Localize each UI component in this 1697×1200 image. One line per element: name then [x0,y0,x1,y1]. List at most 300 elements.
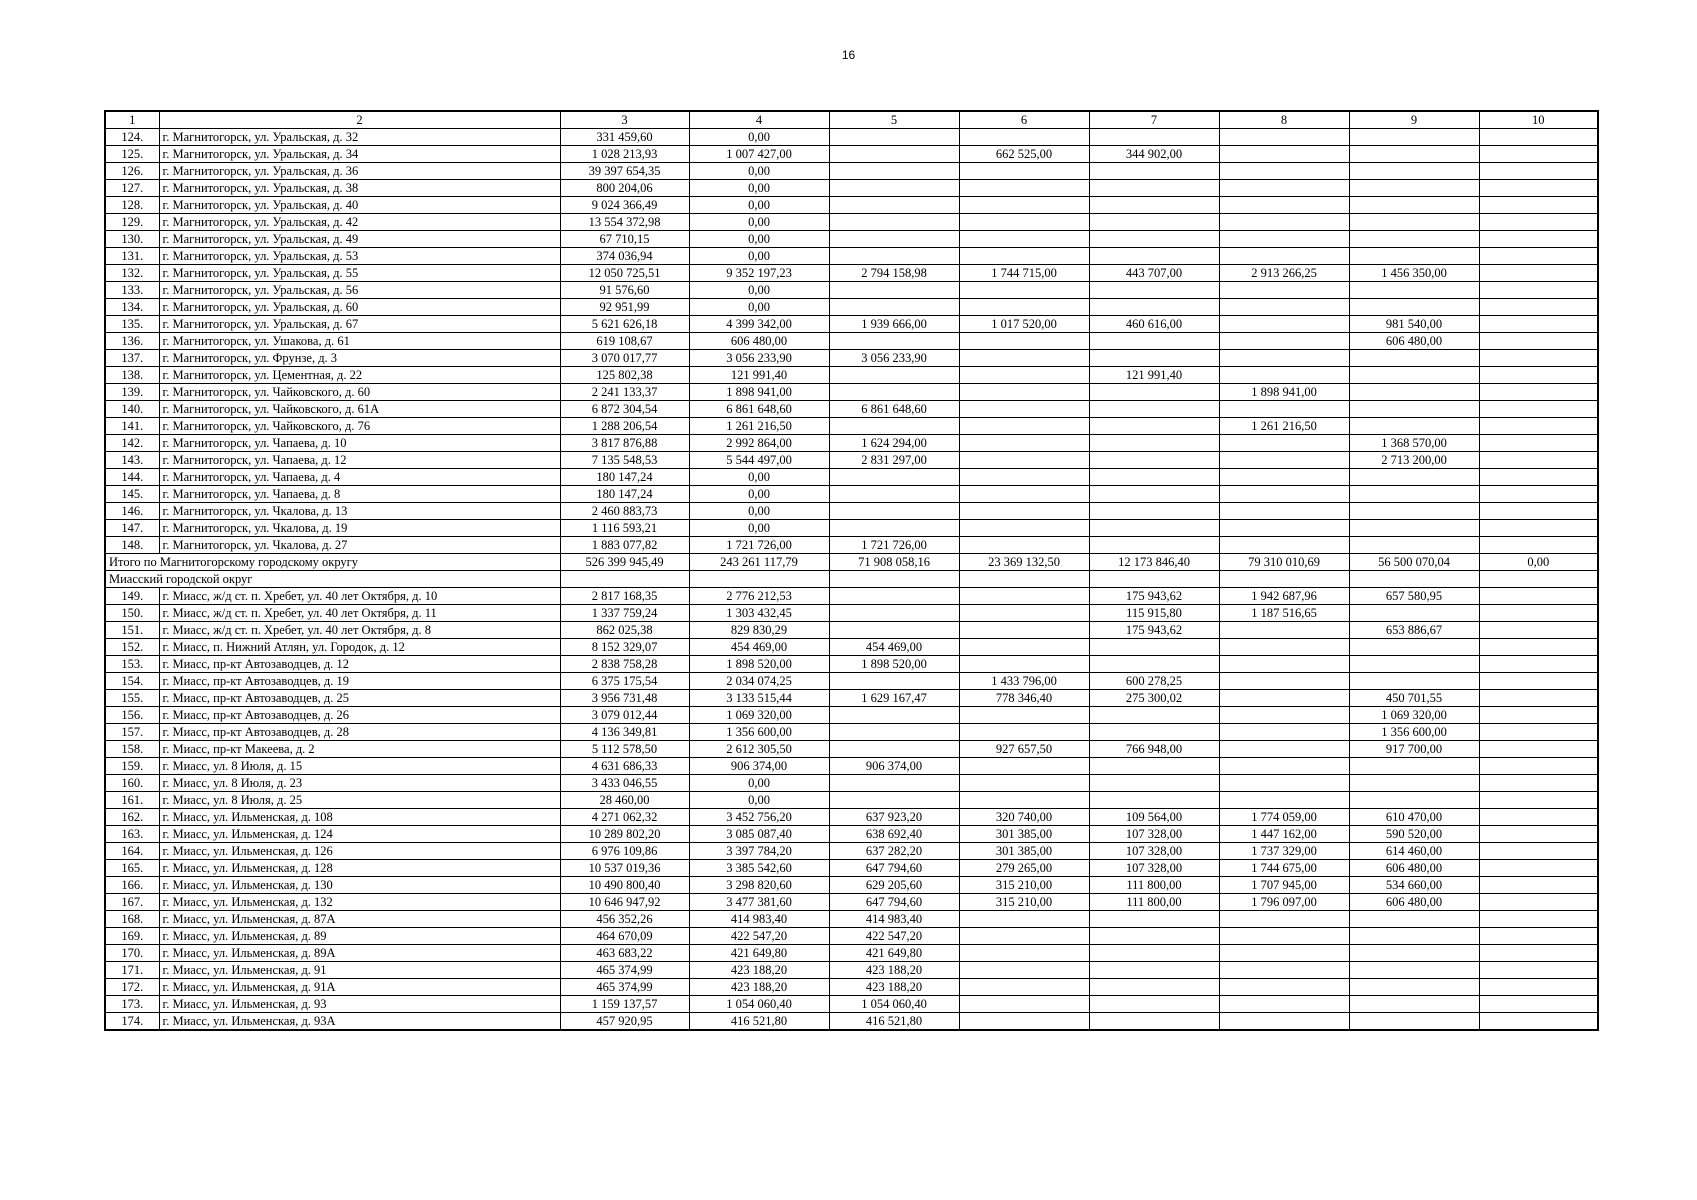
row-number-cell: 157. [105,724,159,741]
amount-cell: 0,00 [689,282,829,299]
table-row [105,503,1598,520]
amount-cell [959,333,1089,350]
amount-cell [829,724,959,741]
address-cell: г. Миасс, ул. Ильменская, д. 126 [159,843,560,860]
table-row [105,792,1598,809]
amount-cell [1349,469,1479,486]
amount-cell [1479,401,1598,418]
amount-cell [1349,928,1479,945]
amount-cell [1479,129,1598,146]
amount-cell [959,537,1089,554]
amount-cell: 6 976 109,86 [560,843,689,860]
amount-cell [1089,129,1219,146]
column-number-cell: 4 [689,111,829,129]
amount-cell [1349,282,1479,299]
amount-cell: 2 838 758,28 [560,656,689,673]
address-cell: г. Миасс, пр-кт Макеева, д. 2 [159,741,560,758]
column-number-cell: 10 [1479,111,1598,129]
amount-cell: 1 433 796,00 [959,673,1089,690]
row-number-cell: 172. [105,979,159,996]
amount-cell: 606 480,00 [1349,860,1479,877]
row-number-cell: 145. [105,486,159,503]
amount-cell [1479,163,1598,180]
amount-cell [1479,775,1598,792]
amount-cell: 67 710,15 [560,231,689,248]
amount-cell [1479,792,1598,809]
amount-cell: 1 456 350,00 [1349,265,1479,282]
amount-cell [959,384,1089,401]
amount-cell: 800 204,06 [560,180,689,197]
amount-cell: 454 469,00 [689,639,829,656]
amount-cell: 107 328,00 [1089,826,1219,843]
amount-cell [1219,622,1349,639]
amount-cell [829,197,959,214]
amount-cell: 450 701,55 [1349,690,1479,707]
amount-cell: 344 902,00 [1089,146,1219,163]
amount-cell [1219,996,1349,1013]
address-cell: г. Магнитогорск, ул. Уральская, д. 42 [159,214,560,231]
amount-cell: 3 298 820,60 [689,877,829,894]
amount-cell: 111 800,00 [1089,877,1219,894]
amount-cell: 10 646 947,92 [560,894,689,911]
amount-cell [1479,877,1598,894]
amount-cell: 457 920,95 [560,1013,689,1031]
amount-cell: 107 328,00 [1089,860,1219,877]
amount-cell: 1 303 432,45 [689,605,829,622]
amount-cell [1349,673,1479,690]
row-number-cell: 174. [105,1013,159,1031]
amount-cell [1219,299,1349,316]
amount-cell [1219,180,1349,197]
amount-cell [1479,231,1598,248]
table-row [105,418,1598,435]
amount-cell [1479,299,1598,316]
amount-cell: 1 261 216,50 [689,418,829,435]
amount-cell [1479,197,1598,214]
amount-cell: 3 079 012,44 [560,707,689,724]
amount-cell [1479,979,1598,996]
empty-cell [829,571,959,588]
amount-cell [1219,945,1349,962]
amount-cell: 2 913 266,25 [1219,265,1349,282]
amount-cell: 1 356 600,00 [1349,724,1479,741]
amount-cell [959,758,1089,775]
amount-cell [1349,299,1479,316]
amount-cell: 3 433 046,55 [560,775,689,792]
amount-cell [1349,418,1479,435]
amount-cell [1219,231,1349,248]
table-row [105,928,1598,945]
amount-cell [1089,486,1219,503]
row-number-cell: 159. [105,758,159,775]
column-number-cell: 2 [159,111,560,129]
amount-cell: 121 991,40 [1089,367,1219,384]
amount-cell [1089,163,1219,180]
row-number-cell: 144. [105,469,159,486]
amount-cell [1219,928,1349,945]
amount-cell: 10 490 800,40 [560,877,689,894]
amount-cell: 315 210,00 [959,877,1089,894]
amount-cell [829,622,959,639]
amount-cell [1349,945,1479,962]
amount-cell [1479,469,1598,486]
amount-cell [1479,605,1598,622]
amount-cell [1219,163,1349,180]
amount-cell [959,503,1089,520]
amount-cell: 301 385,00 [959,843,1089,860]
row-number-cell: 128. [105,197,159,214]
amount-cell: 423 188,20 [689,962,829,979]
amount-cell [1089,928,1219,945]
amount-cell: 423 188,20 [829,979,959,996]
amount-cell: 610 470,00 [1349,809,1479,826]
column-number-cell: 6 [959,111,1089,129]
amount-cell [1479,639,1598,656]
amount-cell: 456 352,26 [560,911,689,928]
amount-cell [1479,435,1598,452]
table-row [105,367,1598,384]
row-number-cell: 156. [105,707,159,724]
amount-cell [829,707,959,724]
empty-cell [560,571,689,588]
empty-cell [959,571,1089,588]
amount-cell: 2 992 864,00 [689,435,829,452]
table-row [105,129,1598,146]
table-row [105,996,1598,1013]
amount-cell: 125 802,38 [560,367,689,384]
row-number-cell: 140. [105,401,159,418]
amount-cell [1089,520,1219,537]
amount-cell: 619 108,67 [560,333,689,350]
amount-cell [959,724,1089,741]
amount-cell: 1 898 520,00 [829,656,959,673]
amount-cell: 1 054 060,40 [689,996,829,1013]
amount-cell [1479,622,1598,639]
amount-cell [829,129,959,146]
amount-cell [959,520,1089,537]
amount-cell: 4 271 062,32 [560,809,689,826]
address-cell: г. Миасс, ул. Ильменская, д. 93 [159,996,560,1013]
table-row [105,231,1598,248]
table-row [105,537,1598,554]
address-cell: г. Магнитогорск, ул. Уральская, д. 53 [159,248,560,265]
address-cell: г. Миасс, ж/д ст. п. Хребет, ул. 40 лет Октября, д. 10 [159,588,560,605]
amount-cell [829,282,959,299]
amount-cell [959,163,1089,180]
amount-cell [1089,724,1219,741]
amount-cell: 1 069 320,00 [689,707,829,724]
amount-cell: 0,00 [689,469,829,486]
row-number-cell: 141. [105,418,159,435]
amount-cell [959,129,1089,146]
amount-cell [1479,248,1598,265]
amount-cell [829,248,959,265]
amount-cell [829,792,959,809]
amount-cell [1479,1013,1598,1031]
amount-cell: 1 939 666,00 [829,316,959,333]
table-row [105,435,1598,452]
amount-cell [829,673,959,690]
empty-cell [1089,571,1219,588]
amount-cell: 422 547,20 [689,928,829,945]
amount-cell: 315 210,00 [959,894,1089,911]
amount-cell: 2 817 168,35 [560,588,689,605]
address-cell: г. Магнитогорск, ул. Уральская, д. 32 [159,129,560,146]
amount-cell: 1 624 294,00 [829,435,959,452]
table-row [105,316,1598,333]
amount-cell [1349,775,1479,792]
amount-cell [1089,996,1219,1013]
amount-cell [1349,758,1479,775]
row-number-cell: 165. [105,860,159,877]
amount-cell: 1 017 520,00 [959,316,1089,333]
row-number-cell: 166. [105,877,159,894]
amount-cell [829,299,959,316]
amount-cell: 1 069 320,00 [1349,707,1479,724]
table-row [105,180,1598,197]
column-number-row [105,111,1598,129]
row-number-cell: 161. [105,792,159,809]
amount-cell: 2 460 883,73 [560,503,689,520]
amount-cell: 5 112 578,50 [560,741,689,758]
amount-cell: 1 796 097,00 [1219,894,1349,911]
amount-cell: 374 036,94 [560,248,689,265]
amount-cell: 647 794,60 [829,894,959,911]
amount-cell [1089,418,1219,435]
row-number-cell: 160. [105,775,159,792]
amount-cell [1349,180,1479,197]
amount-cell [1089,197,1219,214]
table-row [105,945,1598,962]
amount-cell [1219,979,1349,996]
address-cell: г. Миасс, ул. Ильменская, д. 93А [159,1013,560,1031]
amount-cell: 1 721 726,00 [829,537,959,554]
amount-cell: 414 983,40 [829,911,959,928]
amount-cell [959,435,1089,452]
row-number-cell: 171. [105,962,159,979]
amount-cell [1349,911,1479,928]
amount-cell [829,503,959,520]
amount-cell [959,486,1089,503]
amount-cell: 423 188,20 [689,979,829,996]
amount-cell: 28 460,00 [560,792,689,809]
amount-cell [959,911,1089,928]
section-row [105,571,1598,588]
amount-cell [1089,911,1219,928]
amount-cell: 0,00 [689,180,829,197]
amount-cell [1479,860,1598,877]
row-number-cell: 139. [105,384,159,401]
table-row [105,809,1598,826]
amount-cell: 13 554 372,98 [560,214,689,231]
amount-cell [1479,826,1598,843]
amount-cell: 6 375 175,54 [560,673,689,690]
amount-cell: 3 133 515,44 [689,690,829,707]
row-number-cell: 137. [105,350,159,367]
row-number-cell: 150. [105,605,159,622]
amount-cell [1479,809,1598,826]
table-row [105,622,1598,639]
amount-cell [1219,911,1349,928]
amount-cell: 2 713 200,00 [1349,452,1479,469]
row-number-cell: 142. [105,435,159,452]
amount-cell: 0,00 [689,299,829,316]
amount-cell [1349,231,1479,248]
amount-cell: 590 520,00 [1349,826,1479,843]
amount-cell [1219,707,1349,724]
amount-cell: 454 469,00 [829,639,959,656]
amount-cell [1219,367,1349,384]
amount-cell: 6 861 648,60 [829,401,959,418]
address-cell: г. Магнитогорск, ул. Цементная, д. 22 [159,367,560,384]
row-number-cell: 134. [105,299,159,316]
amount-cell [959,945,1089,962]
row-number-cell: 167. [105,894,159,911]
amount-cell: 416 521,80 [689,1013,829,1031]
amount-cell [1479,945,1598,962]
amount-cell: 7 135 548,53 [560,452,689,469]
address-cell: г. Магнитогорск, ул. Чайковского, д. 61А [159,401,560,418]
amount-cell [959,418,1089,435]
row-number-cell: 133. [105,282,159,299]
address-cell: г. Магнитогорск, ул. Чапаева, д. 8 [159,486,560,503]
amount-cell [1089,707,1219,724]
amount-cell: 39 397 654,35 [560,163,689,180]
amount-cell: 1 447 162,00 [1219,826,1349,843]
amount-cell [1089,503,1219,520]
address-cell: г. Магнитогорск, ул. Чкалова, д. 19 [159,520,560,537]
address-cell: г. Миасс, ул. Ильменская, д. 87А [159,911,560,928]
amount-cell [1479,758,1598,775]
amount-cell [1089,299,1219,316]
amount-cell: 465 374,99 [560,962,689,979]
amount-cell [1089,180,1219,197]
amount-cell [959,639,1089,656]
amount-cell [1219,537,1349,554]
amount-cell [1219,435,1349,452]
amount-cell [829,605,959,622]
amount-cell: 3 817 876,88 [560,435,689,452]
row-number-cell: 168. [105,911,159,928]
amount-cell [1479,894,1598,911]
table-row [105,146,1598,163]
table-row [105,962,1598,979]
amount-cell [1219,690,1349,707]
total-amount-cell: 0,00 [1479,554,1598,571]
table-row [105,214,1598,231]
amount-cell [959,979,1089,996]
row-number-cell: 135. [105,316,159,333]
amount-cell: 829 830,29 [689,622,829,639]
amount-cell: 2 034 074,25 [689,673,829,690]
row-number-cell: 146. [105,503,159,520]
amount-cell [1219,741,1349,758]
address-cell: г. Магнитогорск, ул. Ушакова, д. 61 [159,333,560,350]
amount-cell [1479,486,1598,503]
amount-cell [1089,656,1219,673]
address-cell: г. Миасс, п. Нижний Атлян, ул. Городок, д. 12 [159,639,560,656]
section-label: Миасский городской округ [105,571,560,588]
address-cell: г. Миасс, ул. Ильменская, д. 128 [159,860,560,877]
amount-cell [1479,911,1598,928]
table-row [105,877,1598,894]
amount-cell: 0,00 [689,163,829,180]
amount-cell [1089,945,1219,962]
amount-cell [829,214,959,231]
amount-cell: 180 147,24 [560,469,689,486]
amount-cell: 0,00 [689,775,829,792]
amount-cell: 2 831 297,00 [829,452,959,469]
amount-cell [1349,146,1479,163]
amount-cell: 1 737 329,00 [1219,843,1349,860]
amount-cell [1349,384,1479,401]
amount-cell [959,231,1089,248]
address-cell: г. Миасс, ул. Ильменская, д. 89 [159,928,560,945]
amount-cell [1219,775,1349,792]
amount-cell: 464 670,09 [560,928,689,945]
amount-cell: 8 152 329,07 [560,639,689,656]
amount-cell [1479,537,1598,554]
amount-cell [1219,452,1349,469]
amount-cell [1219,758,1349,775]
amount-cell: 3 385 542,60 [689,860,829,877]
table-row [105,469,1598,486]
amount-cell [959,622,1089,639]
address-cell: г. Магнитогорск, ул. Чкалова, д. 13 [159,503,560,520]
amount-cell [829,367,959,384]
address-cell: г. Миасс, пр-кт Автозаводцев, д. 25 [159,690,560,707]
amount-cell [1219,673,1349,690]
amount-cell [829,741,959,758]
row-number-cell: 169. [105,928,159,945]
row-number-cell: 153. [105,656,159,673]
row-number-cell: 147. [105,520,159,537]
amount-cell: 906 374,00 [689,758,829,775]
amount-cell: 331 459,60 [560,129,689,146]
amount-cell: 3 477 381,60 [689,894,829,911]
amount-cell [1219,350,1349,367]
amount-cell: 0,00 [689,231,829,248]
amount-cell [1089,350,1219,367]
table-row [105,486,1598,503]
row-number-cell: 143. [105,452,159,469]
table-row [105,843,1598,860]
table-row [105,197,1598,214]
amount-cell: 275 300,02 [1089,690,1219,707]
amount-cell [1349,248,1479,265]
amount-cell: 0,00 [689,197,829,214]
amount-cell: 443 707,00 [1089,265,1219,282]
amount-cell: 10 537 019,36 [560,860,689,877]
table-row [105,452,1598,469]
amount-cell [829,384,959,401]
amount-cell: 180 147,24 [560,486,689,503]
amount-cell [1089,248,1219,265]
address-cell: г. Магнитогорск, ул. Уральская, д. 60 [159,299,560,316]
row-number-cell: 162. [105,809,159,826]
amount-cell: 0,00 [689,486,829,503]
amount-cell [1349,163,1479,180]
table-row [105,333,1598,350]
amount-cell: 662 525,00 [959,146,1089,163]
address-cell: г. Миасс, пр-кт Автозаводцев, д. 19 [159,673,560,690]
amount-cell: 0,00 [689,520,829,537]
amount-cell [1219,401,1349,418]
amount-cell [959,367,1089,384]
table-row [105,826,1598,843]
amount-cell: 0,00 [689,129,829,146]
amount-cell [1479,741,1598,758]
